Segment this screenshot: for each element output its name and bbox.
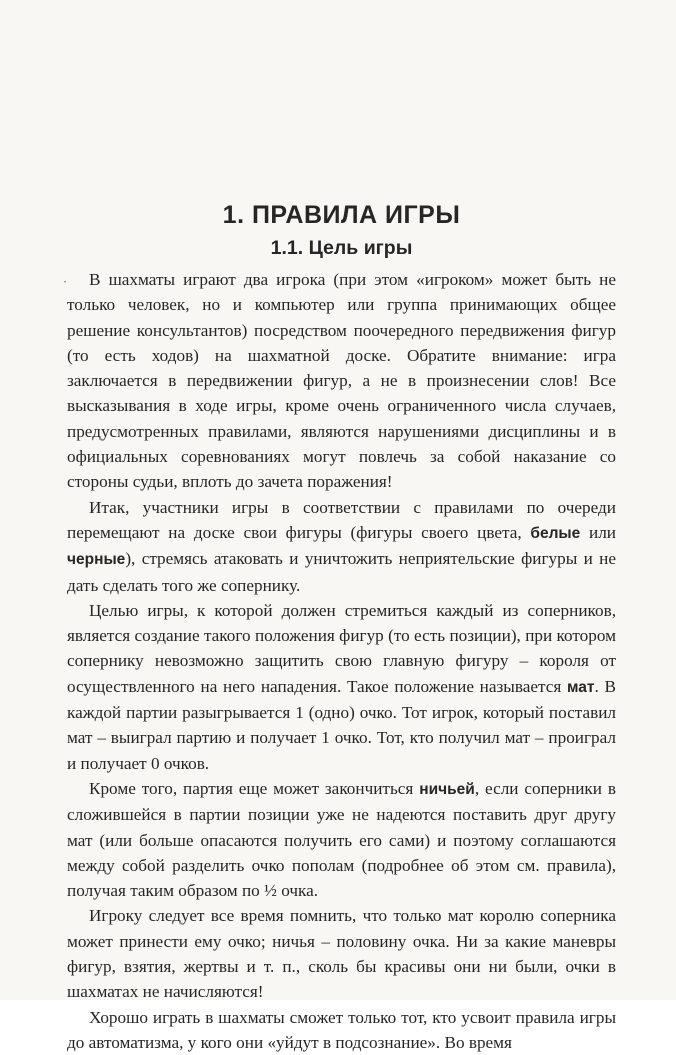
paragraph-3-text-1: Целью игры, к которой должен стремиться каждый из соперников, является создание такого положения фигур (то есть позиции), при котором сопернику невозможно защитить свою главную фигуру – короля от осуществленного на него нападения. Такое положение называется (67, 600, 616, 696)
paragraph-2-text-1: Итак, участники игры в соответствии с правилами по очереди перемещают на доске свои фигуры (фигуры своего цвета, (67, 497, 616, 542)
paragraph-3-text-2: . В каждой партии разыгрывается 1 (одно) очко. Тот игрок, который поставил мат – выиграл партию и получает 1 очко. Тот, кто получил мат – проиграл и получает 0 очков. (67, 676, 616, 773)
paragraph-5 (67, 903, 616, 1004)
paragraph-4 (67, 776, 616, 903)
paragraph-1-text: В шахматы играют два игрока (при этом «игроком» может быть не только человек, но и компьютер или группа принимающих общее решение консультантов) посредством поочередного передвижения фигур (то есть ходов) на шахматной доске. Обратите внимание: игра заключается в передвижении фигур, а не в произнесении слов! Все высказывания в ходе игры, кроме очень ограниченного числа случаев, предусмотренных правилами, являются нарушениями дисциплины и в официальных соревнованиях могут повлечь за собой наказание со стороны судьи, вплоть до зачета поражения! (67, 270, 616, 492)
bold-term-mate: мат (567, 678, 595, 696)
paragraph-5-text: Игроку следует все время помнить, что только мат королю соперника может принести ему очко; ничья – половину очка. Ни за какие маневры фигур, взятия, жертвы и т. п., сколь бы красивы они ни были, очки в шахматах не начисляются! (67, 906, 616, 1002)
paragraph-4-text-1: Кроме того, партия еще может закончиться (89, 778, 420, 798)
paragraph-6-text: Хорошо играть в шахматы сможет только тот, кто усвоит правила игры до автоматизма, у кого они «уйдут в подсознание». Во время (67, 1007, 616, 1052)
chapter-title: 1. ПРАВИЛА ИГРЫ (222, 201, 461, 229)
bold-term-white: белые (530, 524, 581, 542)
paragraph-2-text-3: ), стремясь атаковать и уничтожить неприятельские фигуры и не дать сделать того же сопернику. (67, 549, 616, 595)
page-content (67, 198, 616, 1055)
paragraph-3 (67, 598, 616, 776)
section-title: 1.1. Цель игры (270, 237, 413, 259)
bold-term-black: черные (67, 551, 126, 569)
paragraph-6 (67, 1005, 616, 1055)
paragraph-4-text-2: , если соперники в сложившейся в партии позиции уже не надеются поставить друг другу мат (или больше опасаются получить его сами) и поэтому соглашаются между собой разделить очко пополам (подробнее об этом см. правила), получая таким образом по ½ очка. (67, 778, 617, 901)
page-speck: • (64, 280, 67, 286)
bold-term-draw: ничьей (419, 780, 475, 798)
paragraph-2-text-2: или (580, 522, 616, 542)
paragraph-2 (67, 495, 616, 598)
paragraph-1 (67, 267, 616, 495)
